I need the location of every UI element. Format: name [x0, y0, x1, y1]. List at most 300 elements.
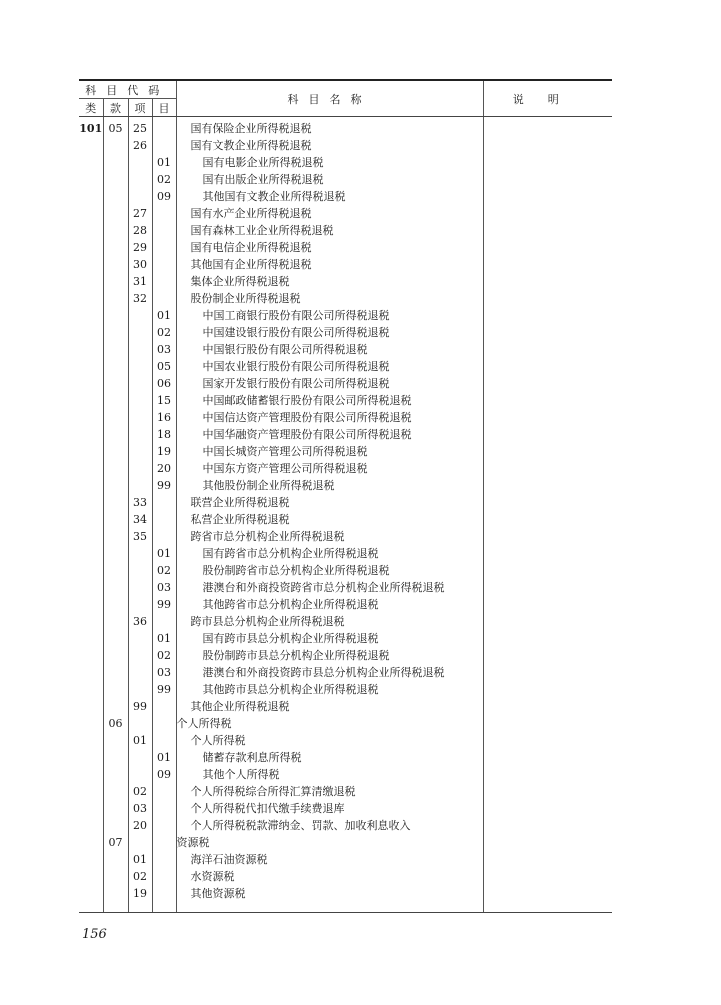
table-row [79, 868, 612, 885]
section-code-cell [103, 273, 128, 290]
subitem-code-cell: 20 [152, 460, 176, 477]
item-code-cell: 01 [128, 732, 152, 749]
category-code-cell [79, 375, 103, 392]
section-code-cell [103, 341, 128, 358]
table-row [79, 324, 612, 341]
category-code-cell [79, 392, 103, 409]
category-code-cell [79, 562, 103, 579]
item-code-cell [128, 443, 152, 460]
section-code-cell [103, 256, 128, 273]
table-row [79, 154, 612, 171]
item-code-cell: 33 [128, 494, 152, 511]
section-code-cell [103, 137, 128, 154]
table-row [79, 341, 612, 358]
section-header: 款 [103, 99, 128, 117]
subject-name-cell: 储蓄存款利息所得税 [176, 749, 483, 766]
table-row [79, 647, 612, 664]
table-row [79, 817, 612, 834]
subject-name-cell: 国有森林工业企业所得税退税 [176, 222, 483, 239]
table-row [79, 834, 612, 851]
note-cell [483, 579, 612, 596]
subject-name-cell: 中国建设银行股份有限公司所得税退税 [176, 324, 483, 341]
subject-name-cell: 国有电影企业所得税退税 [176, 154, 483, 171]
subitem-code-cell [152, 528, 176, 545]
subitem-code-cell [152, 698, 176, 715]
table-row [79, 681, 612, 698]
category-code-cell [79, 800, 103, 817]
subject-name-cell: 中国邮政储蓄银行股份有限公司所得税退税 [176, 392, 483, 409]
item-code-cell [128, 647, 152, 664]
subject-name-cell: 私营企业所得税退税 [176, 511, 483, 528]
table-row [79, 137, 612, 154]
subitem-code-cell [152, 817, 176, 834]
note-cell [483, 324, 612, 341]
table-row [79, 205, 612, 222]
table-row [79, 885, 612, 902]
subject-name-cell: 中国信达资产管理股份有限公司所得税退税 [176, 409, 483, 426]
section-code-cell [103, 596, 128, 613]
subject-name-cell: 股份制跨省市总分机构企业所得税退税 [176, 562, 483, 579]
page-number: 156 [82, 927, 107, 942]
table-row [79, 188, 612, 205]
item-code-cell [128, 375, 152, 392]
note-cell [483, 528, 612, 545]
category-code-cell [79, 273, 103, 290]
category-code-cell [79, 528, 103, 545]
subitem-header: 目 [152, 99, 176, 117]
section-code-cell [103, 222, 128, 239]
subject-name-cell: 国有保险企业所得税退税 [176, 117, 483, 138]
category-code-cell [79, 817, 103, 834]
category-code-cell [79, 460, 103, 477]
subject-name-cell: 中国长城资产管理公司所得税退税 [176, 443, 483, 460]
item-code-cell [128, 681, 152, 698]
table-row [79, 528, 612, 545]
category-code-cell [79, 766, 103, 783]
section-code-cell [103, 426, 128, 443]
note-cell [483, 273, 612, 290]
spacer-cell [103, 902, 128, 913]
subject-name-cell: 国有文教企业所得税退税 [176, 137, 483, 154]
note-cell [483, 613, 612, 630]
subitem-code-cell: 01 [152, 630, 176, 647]
note-cell [483, 664, 612, 681]
subject-name-cell: 集体企业所得税退税 [176, 273, 483, 290]
subject-name-cell: 国有跨市县总分机构企业所得税退税 [176, 630, 483, 647]
section-code-cell [103, 664, 128, 681]
subitem-code-cell: 02 [152, 171, 176, 188]
note-cell [483, 205, 612, 222]
item-code-cell: 99 [128, 698, 152, 715]
subject-name-header: 科目名称 [176, 80, 483, 117]
table-row [79, 749, 612, 766]
section-code-cell [103, 494, 128, 511]
subject-name-cell: 其他个人所得税 [176, 766, 483, 783]
note-cell [483, 460, 612, 477]
subitem-code-cell [152, 511, 176, 528]
category-code-cell [79, 749, 103, 766]
note-cell [483, 117, 612, 138]
item-header: 项 [128, 99, 152, 117]
category-code-cell [79, 579, 103, 596]
table-row [79, 562, 612, 579]
category-code-cell [79, 188, 103, 205]
subject-name-cell: 港澳台和外商投资跨市县总分机构企业所得税退税 [176, 664, 483, 681]
table-body [79, 117, 612, 913]
section-code-cell [103, 528, 128, 545]
note-cell [483, 834, 612, 851]
spacer-cell [128, 902, 152, 913]
category-code-cell [79, 341, 103, 358]
category-code-cell [79, 664, 103, 681]
section-code-cell [103, 324, 128, 341]
section-code-cell [103, 647, 128, 664]
note-cell [483, 800, 612, 817]
note-cell [483, 358, 612, 375]
category-code-cell [79, 596, 103, 613]
subject-name-cell: 个人所得税 [176, 732, 483, 749]
section-code-cell [103, 817, 128, 834]
category-code-cell [79, 154, 103, 171]
item-code-cell: 27 [128, 205, 152, 222]
note-cell [483, 817, 612, 834]
table-row [79, 392, 612, 409]
section-code-cell [103, 460, 128, 477]
item-code-cell [128, 409, 152, 426]
note-cell [483, 290, 612, 307]
item-code-cell: 30 [128, 256, 152, 273]
subject-name-cell: 其他资源税 [176, 885, 483, 902]
subitem-code-cell: 16 [152, 409, 176, 426]
category-code-cell [79, 511, 103, 528]
subitem-code-cell: 19 [152, 443, 176, 460]
subject-name-cell: 中国工商银行股份有限公司所得税退税 [176, 307, 483, 324]
section-code-cell [103, 154, 128, 171]
subitem-code-cell [152, 885, 176, 902]
table-row [79, 732, 612, 749]
subitem-code-cell [152, 273, 176, 290]
note-cell [483, 511, 612, 528]
subitem-code-cell: 18 [152, 426, 176, 443]
item-code-cell [128, 664, 152, 681]
item-code-cell [128, 341, 152, 358]
note-cell [483, 426, 612, 443]
category-code-cell [79, 851, 103, 868]
table-row [79, 307, 612, 324]
subitem-code-cell: 01 [152, 749, 176, 766]
section-code-cell [103, 188, 128, 205]
spacer-cell [483, 902, 612, 913]
section-code-cell [103, 307, 128, 324]
section-code-cell [103, 783, 128, 800]
item-code-cell: 01 [128, 851, 152, 868]
code-group-header: 科目代码 [79, 80, 176, 99]
note-header: 说明 [483, 80, 612, 117]
note-cell [483, 375, 612, 392]
subitem-code-cell: 03 [152, 341, 176, 358]
category-code-cell [79, 545, 103, 562]
note-cell [483, 137, 612, 154]
category-code-cell [79, 222, 103, 239]
table-row [79, 596, 612, 613]
subitem-code-cell: 99 [152, 681, 176, 698]
category-code-cell [79, 698, 103, 715]
item-code-cell: 26 [128, 137, 152, 154]
note-cell [483, 596, 612, 613]
subitem-code-cell [152, 256, 176, 273]
section-code-cell [103, 392, 128, 409]
subject-name-cell: 国有跨省市总分机构企业所得税退税 [176, 545, 483, 562]
table-spacer-row [79, 902, 612, 913]
spacer-cell [79, 902, 103, 913]
subitem-code-cell [152, 117, 176, 138]
section-code-cell [103, 205, 128, 222]
item-code-cell [128, 392, 152, 409]
subject-name-cell: 中国东方资产管理公司所得税退税 [176, 460, 483, 477]
item-code-cell: 02 [128, 868, 152, 885]
category-code-cell [79, 426, 103, 443]
subject-name-cell: 个人所得税代扣代缴手续费退库 [176, 800, 483, 817]
note-cell [483, 409, 612, 426]
subitem-code-cell [152, 222, 176, 239]
table-row [79, 579, 612, 596]
note-cell [483, 239, 612, 256]
note-cell [483, 681, 612, 698]
item-code-cell [128, 766, 152, 783]
section-code-cell [103, 290, 128, 307]
section-code-cell [103, 766, 128, 783]
subject-name-cell: 中国农业银行股份有限公司所得税退税 [176, 358, 483, 375]
section-code-cell: 05 [103, 117, 128, 138]
subitem-code-cell: 02 [152, 562, 176, 579]
subitem-code-cell [152, 290, 176, 307]
table-row [79, 290, 612, 307]
category-code-cell [79, 477, 103, 494]
note-cell [483, 698, 612, 715]
subitem-code-cell [152, 868, 176, 885]
category-code-cell [79, 358, 103, 375]
table-row [79, 477, 612, 494]
subject-name-cell: 其他国有文教企业所得税退税 [176, 188, 483, 205]
section-code-cell [103, 630, 128, 647]
note-cell [483, 562, 612, 579]
section-code-cell [103, 885, 128, 902]
subject-name-cell: 国家开发银行股份有限公司所得税退税 [176, 375, 483, 392]
category-code-cell [79, 885, 103, 902]
section-code-cell: 07 [103, 834, 128, 851]
subject-name-cell: 个人所得税综合所得汇算清缴退税 [176, 783, 483, 800]
category-code-cell [79, 409, 103, 426]
subitem-code-cell: 03 [152, 579, 176, 596]
subject-name-cell: 股份制跨市县总分机构企业所得税退税 [176, 647, 483, 664]
category-code-cell [79, 205, 103, 222]
subitem-code-cell: 02 [152, 647, 176, 664]
item-code-cell [128, 324, 152, 341]
subitem-code-cell: 05 [152, 358, 176, 375]
subitem-code-cell: 99 [152, 477, 176, 494]
table-row [79, 256, 612, 273]
note-cell [483, 171, 612, 188]
item-code-cell: 28 [128, 222, 152, 239]
table-row [79, 409, 612, 426]
subject-name-cell: 中国银行股份有限公司所得税退税 [176, 341, 483, 358]
note-cell [483, 188, 612, 205]
table-row [79, 766, 612, 783]
subitem-code-cell [152, 715, 176, 732]
table-row [79, 117, 612, 138]
subitem-code-cell: 02 [152, 324, 176, 341]
item-code-cell [128, 460, 152, 477]
subitem-code-cell [152, 137, 176, 154]
section-code-cell [103, 562, 128, 579]
category-header: 类 [79, 99, 103, 117]
category-code-cell [79, 239, 103, 256]
category-code-cell [79, 137, 103, 154]
category-code-cell [79, 630, 103, 647]
subject-name-cell: 其他企业所得税退税 [176, 698, 483, 715]
category-code-cell [79, 732, 103, 749]
item-code-cell [128, 154, 152, 171]
note-cell [483, 341, 612, 358]
subject-name-cell: 国有水产企业所得税退税 [176, 205, 483, 222]
note-cell [483, 851, 612, 868]
table-row [79, 222, 612, 239]
section-code-cell [103, 358, 128, 375]
item-code-cell: 29 [128, 239, 152, 256]
subject-name-cell: 跨市县总分机构企业所得税退税 [176, 613, 483, 630]
section-code-cell [103, 749, 128, 766]
table-row [79, 494, 612, 511]
note-cell [483, 885, 612, 902]
subitem-code-cell [152, 494, 176, 511]
category-code-cell [79, 715, 103, 732]
table-row [79, 511, 612, 528]
category-code-cell [79, 256, 103, 273]
subject-name-cell: 股份制企业所得税退税 [176, 290, 483, 307]
table-row [79, 460, 612, 477]
table-row [79, 851, 612, 868]
subject-name-cell: 港澳台和外商投资跨省市总分机构企业所得税退税 [176, 579, 483, 596]
subject-name-cell: 资源税 [176, 834, 483, 851]
subject-name-cell: 国有电信企业所得税退税 [176, 239, 483, 256]
subject-name-cell: 国有出版企业所得税退税 [176, 171, 483, 188]
table-row [79, 545, 612, 562]
item-code-cell: 25 [128, 117, 152, 138]
section-code-cell [103, 171, 128, 188]
section-code-cell [103, 800, 128, 817]
section-code-cell [103, 868, 128, 885]
item-code-cell [128, 358, 152, 375]
table-row [79, 800, 612, 817]
section-code-cell [103, 613, 128, 630]
subitem-code-cell: 06 [152, 375, 176, 392]
item-code-cell: 03 [128, 800, 152, 817]
note-cell [483, 307, 612, 324]
subject-name-cell: 海洋石油资源税 [176, 851, 483, 868]
table-row [79, 698, 612, 715]
table-row [79, 783, 612, 800]
note-cell [483, 630, 612, 647]
section-code-cell [103, 579, 128, 596]
item-code-cell: 19 [128, 885, 152, 902]
item-code-cell [128, 630, 152, 647]
item-code-cell [128, 579, 152, 596]
item-code-cell [128, 562, 152, 579]
item-code-cell [128, 426, 152, 443]
subject-name-cell: 其他跨省市总分机构企业所得税退税 [176, 596, 483, 613]
item-code-cell [128, 188, 152, 205]
table-row [79, 273, 612, 290]
table-row [79, 664, 612, 681]
section-code-cell [103, 681, 128, 698]
category-code-cell [79, 647, 103, 664]
category-code-cell [79, 443, 103, 460]
table-row [79, 613, 612, 630]
note-cell [483, 783, 612, 800]
subitem-code-cell [152, 783, 176, 800]
section-code-cell [103, 443, 128, 460]
subject-name-cell: 其他股份制企业所得税退税 [176, 477, 483, 494]
subitem-code-cell: 09 [152, 766, 176, 783]
section-code-cell [103, 545, 128, 562]
subject-name-cell: 个人所得税 [176, 715, 483, 732]
subitem-code-cell [152, 613, 176, 630]
note-cell [483, 256, 612, 273]
category-code-cell [79, 681, 103, 698]
item-code-cell: 34 [128, 511, 152, 528]
category-code-cell [79, 171, 103, 188]
category-code-cell [79, 494, 103, 511]
section-code-cell [103, 851, 128, 868]
subitem-code-cell: 01 [152, 545, 176, 562]
section-code-cell [103, 477, 128, 494]
subitem-code-cell: 15 [152, 392, 176, 409]
subitem-code-cell: 01 [152, 154, 176, 171]
subitem-code-cell [152, 239, 176, 256]
item-code-cell: 31 [128, 273, 152, 290]
table-row [79, 630, 612, 647]
subject-name-cell: 中国华融资产管理股份有限公司所得税退税 [176, 426, 483, 443]
table-row [79, 239, 612, 256]
subitem-code-cell: 01 [152, 307, 176, 324]
section-code-cell [103, 409, 128, 426]
section-code-cell [103, 732, 128, 749]
item-code-cell [128, 545, 152, 562]
note-cell [483, 766, 612, 783]
table-row [79, 358, 612, 375]
note-cell [483, 477, 612, 494]
subitem-code-cell [152, 800, 176, 817]
item-code-cell: 35 [128, 528, 152, 545]
note-cell [483, 154, 612, 171]
category-code-cell [79, 290, 103, 307]
item-code-cell [128, 477, 152, 494]
note-cell [483, 545, 612, 562]
section-code-cell [103, 239, 128, 256]
subject-name-cell: 其他国有企业所得税退税 [176, 256, 483, 273]
item-code-cell [128, 596, 152, 613]
category-code-cell: 101 [79, 122, 103, 135]
subject-name-cell: 其他跨市县总分机构企业所得税退税 [176, 681, 483, 698]
spacer-cell [152, 902, 176, 913]
table-row [79, 443, 612, 460]
subject-name-cell: 跨省市总分机构企业所得税退税 [176, 528, 483, 545]
note-cell [483, 732, 612, 749]
note-cell [483, 749, 612, 766]
section-code-cell: 06 [103, 715, 128, 732]
subitem-code-cell [152, 205, 176, 222]
item-code-cell: 20 [128, 817, 152, 834]
